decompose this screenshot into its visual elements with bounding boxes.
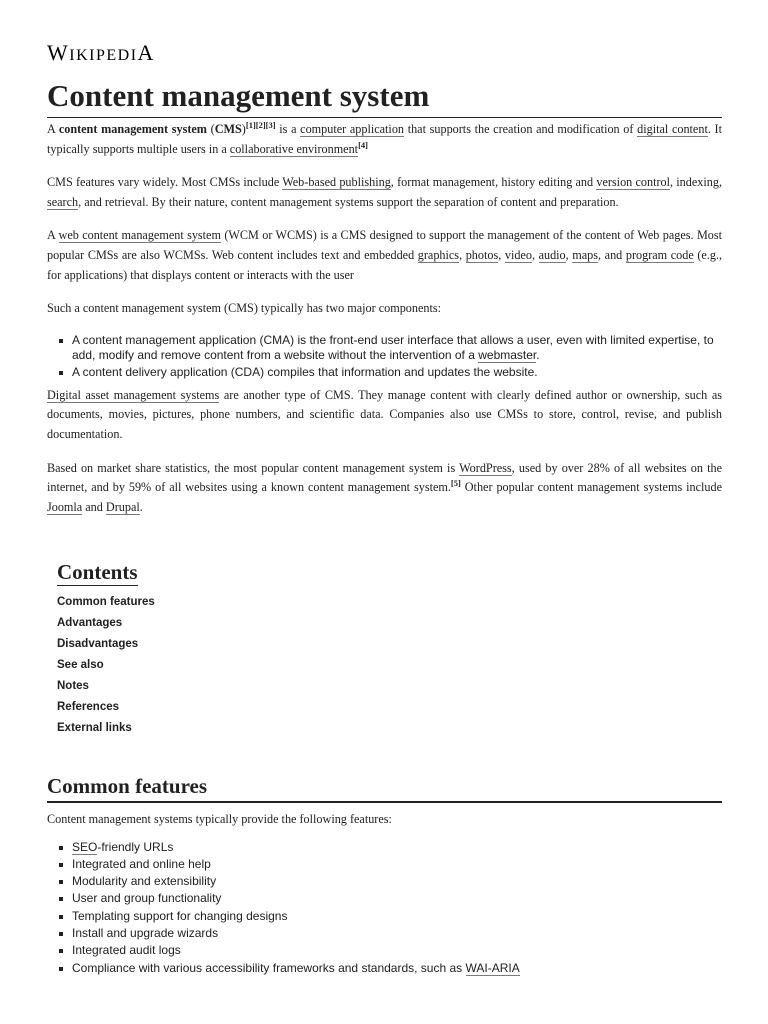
table-of-contents (57, 560, 155, 739)
list-item: Integrated audit logs (72, 943, 722, 958)
features-list (47, 840, 722, 976)
list-item: SEO-friendly URLs (72, 840, 722, 855)
list-item: Integrated and online help (72, 857, 722, 872)
toc-item-external-links[interactable]: External links (57, 722, 132, 734)
toc-item-see-also[interactable]: See also (57, 659, 104, 671)
intro-paragraph-3: A web content management system (WCM or WCMS) is a CMS designed to support the management of the content of Web pages. Most popular CMSs are also WCMSs. Web content includes text and embedded graphics, photos, video, audio, maps, and program code (e.g., for applications) that displays content or interacts with the user (47, 228, 723, 282)
toc-item-common-features[interactable]: Common features (57, 596, 155, 608)
link-photos[interactable]: photos (465, 247, 499, 262)
list-item: Modularity and extensibility (72, 874, 722, 889)
link-collaborative-environment[interactable]: collaborative environment (229, 141, 359, 156)
toc-item-notes[interactable]: Notes (57, 680, 89, 692)
link-digital-asset-management[interactable]: Digital asset management systems (47, 387, 220, 402)
link-wai-aria[interactable]: WAI-ARIA (465, 960, 520, 975)
term-bold: content management system (58, 122, 207, 136)
section-heading-common-features: Common features (47, 773, 722, 803)
list-item: Install and upgrade wizards (72, 926, 722, 941)
link-joomla[interactable]: Joomla (47, 499, 83, 514)
link-web-based-publishing[interactable]: Web-based publishing (282, 175, 391, 190)
abbr-bold: CMS (214, 122, 242, 136)
link-wordpress[interactable]: WordPress (459, 460, 512, 475)
toc-item-disadvantages[interactable]: Disadvantages (57, 638, 139, 650)
intro-paragraph-5: Digital asset management systems are another type of CMS. They manage content with clearly defined author or ownership, such as documents, movies, pictures, phone numbers, and scientific data. Companies also use CMSs to store, control, revise, and publish documentation. (47, 387, 722, 441)
toc-title: Contents (57, 560, 138, 584)
list-item: A content management application (CMA) is the front-end user interface that allows a user, even with limited expertise, to add, modify and remove content from a website without the intervention of a webmaster. (72, 333, 722, 363)
list-item: User and group functionality (72, 891, 722, 906)
link-web-content-management-system[interactable]: web content management system (58, 228, 221, 243)
link-maps[interactable]: maps (572, 247, 599, 262)
list-item: Templating support for changing designs (72, 909, 722, 924)
list-item: A content delivery application (CDA) compiles that information and updates the website. (72, 365, 722, 380)
list-item: Compliance with various accessibility frameworks and standards, such as WAI-ARIA (72, 961, 722, 976)
wikipedia-logo[interactable]: WIKIPEDIA (47, 40, 155, 65)
common-features-section (47, 810, 722, 982)
link-audio[interactable]: audio (538, 247, 566, 262)
link-graphics[interactable]: graphics (417, 247, 460, 262)
reference-link[interactable]: [5] (450, 478, 461, 489)
intro-paragraph-6: Based on market share statistics, the most popular content management system is WordPress, used by over 28% of all websites on the internet, and by 59% of all websites using a known content management system.[5] Other popular content management systems include Joomla and Drupal. (47, 460, 723, 514)
link-search[interactable]: search (47, 194, 79, 209)
link-computer-application[interactable]: computer application (300, 122, 405, 136)
components-list (47, 333, 722, 380)
section-intro: Content management systems typically provide the following features: (47, 812, 392, 826)
article-intro (47, 120, 722, 531)
page-title: Content management system (47, 76, 722, 118)
reference-link[interactable]: [4] (358, 139, 368, 150)
toc-list (57, 592, 155, 739)
intro-paragraph-2: CMS features vary widely. Most CMSs include Web-based publishing, format management, history editing and version control, indexing, search, and retrieval. By their nature, content management systems support the separation of content and preparation. (47, 175, 722, 209)
link-video[interactable]: video (504, 247, 532, 262)
intro-paragraph-4: Such a content management system (CMS) typically has two major components: (47, 301, 441, 316)
toc-item-advantages[interactable]: Advantages (57, 617, 123, 629)
link-drupal[interactable]: Drupal (105, 499, 140, 514)
link-version-control[interactable]: version control (596, 175, 671, 190)
link-digital-content[interactable]: digital content (637, 122, 708, 136)
link-webmaster[interactable]: webmaster (478, 347, 537, 362)
reference-link[interactable]: [1][2][3] (245, 120, 276, 130)
link-program-code[interactable]: program code (625, 247, 694, 262)
intro-paragraph-1: A content management system (CMS)[1][2][3] is a computer application that supports the creation and modification of digital content. It typically supports multiple users in a collaborative environment[4] (47, 120, 722, 156)
link-seo[interactable]: SEO (72, 839, 98, 854)
toc-item-references[interactable]: References (57, 701, 120, 713)
